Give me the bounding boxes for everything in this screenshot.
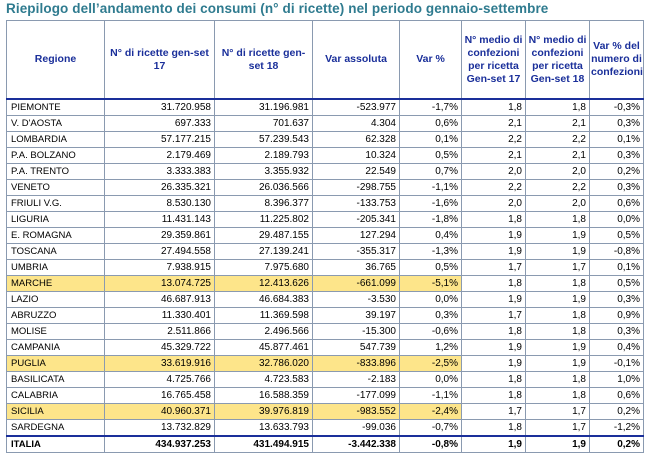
- percent-change-cell: 1,2%: [400, 340, 462, 356]
- table-row: [7, 132, 644, 148]
- avg-packs-18-cell: 1,8: [526, 99, 590, 116]
- region-cell: UMBRIA: [7, 260, 105, 276]
- percent-change-cell: -1,1%: [400, 388, 462, 404]
- avg-packs-17-cell: 2,0: [462, 196, 526, 212]
- avg-packs-17-cell: 1,9: [462, 244, 526, 260]
- percent-change-cell: 0,0%: [400, 292, 462, 308]
- region-cell: MOLISE: [7, 324, 105, 340]
- prescriptions-18-cell: 12.413.626: [215, 276, 313, 292]
- absolute-change-cell: 10.324: [313, 148, 400, 164]
- prescriptions-17-cell: 3.333.383: [105, 164, 215, 180]
- percent-change-cell: 0,6%: [400, 116, 462, 132]
- absolute-change-cell: -355.317: [313, 244, 400, 260]
- avg-packs-17-cell: 1,9: [462, 228, 526, 244]
- prescriptions-17-cell: 2.179.469: [105, 148, 215, 164]
- prescriptions-18-cell: 431.494.915: [215, 436, 313, 453]
- packs-percent-change-cell: 0,2%: [590, 164, 644, 180]
- region-cell: P.A. TRENTO: [7, 164, 105, 180]
- prescriptions-18-cell: 31.196.981: [215, 99, 313, 116]
- avg-packs-17-cell: 1,8: [462, 372, 526, 388]
- table-row: [7, 324, 644, 340]
- packs-percent-change-cell: 0,6%: [590, 196, 644, 212]
- avg-packs-17-cell: 2,2: [462, 180, 526, 196]
- prescriptions-17-cell: 697.333: [105, 116, 215, 132]
- region-cell: ITALIA: [7, 436, 105, 453]
- prescriptions-17-cell: 45.329.722: [105, 340, 215, 356]
- packs-percent-change-cell: 0,5%: [590, 276, 644, 292]
- avg-packs-18-cell: 2,1: [526, 116, 590, 132]
- absolute-change-cell: -661.099: [313, 276, 400, 292]
- prescriptions-18-cell: 7.975.680: [215, 260, 313, 276]
- percent-change-cell: -1,3%: [400, 244, 462, 260]
- packs-percent-change-cell: 0,0%: [590, 212, 644, 228]
- header-prescriptions-18: N° di ricette gen-set 18: [215, 21, 313, 100]
- table-row: [7, 340, 644, 356]
- region-cell: FRIULI V.G.: [7, 196, 105, 212]
- table-row: [7, 420, 644, 437]
- avg-packs-17-cell: 2,2: [462, 132, 526, 148]
- packs-percent-change-cell: 0,6%: [590, 388, 644, 404]
- prescriptions-17-cell: 13.732.829: [105, 420, 215, 437]
- percent-change-cell: 0,1%: [400, 132, 462, 148]
- region-cell: E. ROMAGNA: [7, 228, 105, 244]
- prescriptions-17-cell: 26.335.321: [105, 180, 215, 196]
- absolute-change-cell: -133.753: [313, 196, 400, 212]
- prescriptions-18-cell: 3.355.932: [215, 164, 313, 180]
- table-row: [7, 372, 644, 388]
- packs-percent-change-cell: 0,3%: [590, 324, 644, 340]
- packs-percent-change-cell: -0,8%: [590, 244, 644, 260]
- table-row: [7, 292, 644, 308]
- region-cell: SARDEGNA: [7, 420, 105, 437]
- absolute-change-cell: -298.755: [313, 180, 400, 196]
- header-row: [7, 21, 644, 100]
- absolute-change-cell: -833.896: [313, 356, 400, 372]
- absolute-change-cell: 127.294: [313, 228, 400, 244]
- packs-percent-change-cell: -0,1%: [590, 356, 644, 372]
- prescriptions-18-cell: 57.239.543: [215, 132, 313, 148]
- avg-packs-17-cell: 1,7: [462, 308, 526, 324]
- percent-change-cell: 0,0%: [400, 372, 462, 388]
- packs-percent-change-cell: 0,3%: [590, 180, 644, 196]
- table-row: [7, 228, 644, 244]
- page-title: Riepilogo dell’andamento dei consumi (n° di ricette) nel periodo gennaio-settembre: [6, 1, 549, 16]
- prescriptions-18-cell: 8.396.377: [215, 196, 313, 212]
- absolute-change-cell: -99.036: [313, 420, 400, 437]
- percent-change-cell: -1,8%: [400, 212, 462, 228]
- avg-packs-18-cell: 1,9: [526, 436, 590, 453]
- avg-packs-18-cell: 1,9: [526, 228, 590, 244]
- region-cell: VENETO: [7, 180, 105, 196]
- region-cell: PUGLIA: [7, 356, 105, 372]
- table-row: [7, 116, 644, 132]
- percent-change-cell: -0,7%: [400, 420, 462, 437]
- prescriptions-17-cell: 434.937.253: [105, 436, 215, 453]
- region-cell: TOSCANA: [7, 244, 105, 260]
- region-cell: LIGURIA: [7, 212, 105, 228]
- avg-packs-17-cell: 1,7: [462, 404, 526, 420]
- absolute-change-cell: -2.183: [313, 372, 400, 388]
- table-row: [7, 260, 644, 276]
- avg-packs-17-cell: 1,9: [462, 340, 526, 356]
- avg-packs-18-cell: 2,2: [526, 180, 590, 196]
- avg-packs-17-cell: 1,9: [462, 292, 526, 308]
- prescriptions-17-cell: 11.431.143: [105, 212, 215, 228]
- avg-packs-17-cell: 1,8: [462, 388, 526, 404]
- avg-packs-17-cell: 2,1: [462, 116, 526, 132]
- prescriptions-18-cell: 701.637: [215, 116, 313, 132]
- absolute-change-cell: -3.442.338: [313, 436, 400, 453]
- prescriptions-18-cell: 26.036.566: [215, 180, 313, 196]
- region-cell: CALABRIA: [7, 388, 105, 404]
- avg-packs-18-cell: 1,8: [526, 324, 590, 340]
- header-avg-packs-17: N° medio di confezioni per ricetta Gen-set 17: [462, 21, 526, 100]
- header-prescriptions-17: N° di ricette gen-set 17: [105, 21, 215, 100]
- absolute-change-cell: -177.099: [313, 388, 400, 404]
- prescriptions-18-cell: 13.633.793: [215, 420, 313, 437]
- table-row: [7, 356, 644, 372]
- percent-change-cell: -0,6%: [400, 324, 462, 340]
- packs-percent-change-cell: -1,2%: [590, 420, 644, 437]
- prescriptions-17-cell: 33.619.916: [105, 356, 215, 372]
- packs-percent-change-cell: 0,2%: [590, 404, 644, 420]
- table-row: [7, 212, 644, 228]
- percent-change-cell: 0,7%: [400, 164, 462, 180]
- prescriptions-17-cell: 4.725.766: [105, 372, 215, 388]
- packs-percent-change-cell: 0,4%: [590, 340, 644, 356]
- percent-change-cell: -0,8%: [400, 436, 462, 453]
- absolute-change-cell: 62.328: [313, 132, 400, 148]
- avg-packs-18-cell: 2,1: [526, 148, 590, 164]
- packs-percent-change-cell: 0,9%: [590, 308, 644, 324]
- prescriptions-17-cell: 29.359.861: [105, 228, 215, 244]
- packs-percent-change-cell: 1,0%: [590, 372, 644, 388]
- table-row: [7, 180, 644, 196]
- avg-packs-18-cell: 1,9: [526, 340, 590, 356]
- region-cell: LAZIO: [7, 292, 105, 308]
- packs-percent-change-cell: 0,3%: [590, 116, 644, 132]
- packs-percent-change-cell: 0,1%: [590, 260, 644, 276]
- absolute-change-cell: 547.739: [313, 340, 400, 356]
- table-row: [7, 99, 644, 116]
- prescriptions-18-cell: 29.487.155: [215, 228, 313, 244]
- percent-change-cell: -1,7%: [400, 99, 462, 116]
- prescriptions-18-cell: 4.723.583: [215, 372, 313, 388]
- avg-packs-18-cell: 1,7: [526, 404, 590, 420]
- absolute-change-cell: -15.300: [313, 324, 400, 340]
- header-region: Regione: [7, 21, 105, 100]
- percent-change-cell: 0,4%: [400, 228, 462, 244]
- header-absolute-change: Var assoluta: [313, 21, 400, 100]
- avg-packs-18-cell: 1,8: [526, 388, 590, 404]
- packs-percent-change-cell: 0,2%: [590, 436, 644, 453]
- avg-packs-18-cell: 1,8: [526, 212, 590, 228]
- prescriptions-18-cell: 2.496.566: [215, 324, 313, 340]
- table-row: [7, 404, 644, 420]
- prescriptions-18-cell: 32.786.020: [215, 356, 313, 372]
- table-row: [7, 164, 644, 180]
- avg-packs-18-cell: 1,9: [526, 356, 590, 372]
- region-cell: CAMPANIA: [7, 340, 105, 356]
- prescriptions-18-cell: 45.877.461: [215, 340, 313, 356]
- avg-packs-18-cell: 1,9: [526, 244, 590, 260]
- prescriptions-18-cell: 27.139.241: [215, 244, 313, 260]
- prescriptions-17-cell: 40.960.371: [105, 404, 215, 420]
- avg-packs-17-cell: 1,8: [462, 420, 526, 437]
- percent-change-cell: -1,6%: [400, 196, 462, 212]
- avg-packs-18-cell: 1,7: [526, 420, 590, 437]
- prescriptions-18-cell: 39.976.819: [215, 404, 313, 420]
- absolute-change-cell: -3.530: [313, 292, 400, 308]
- avg-packs-17-cell: 2,0: [462, 164, 526, 180]
- avg-packs-18-cell: 1,9: [526, 292, 590, 308]
- percent-change-cell: 0,5%: [400, 148, 462, 164]
- consumption-table: [6, 20, 644, 453]
- absolute-change-cell: -523.977: [313, 99, 400, 116]
- absolute-change-cell: 36.765: [313, 260, 400, 276]
- avg-packs-17-cell: 1,8: [462, 324, 526, 340]
- avg-packs-17-cell: 1,8: [462, 276, 526, 292]
- header-percent-change: Var %: [400, 21, 462, 100]
- avg-packs-17-cell: 1,8: [462, 212, 526, 228]
- region-cell: SICILIA: [7, 404, 105, 420]
- region-cell: P.A. BOLZANO: [7, 148, 105, 164]
- avg-packs-18-cell: 1,7: [526, 260, 590, 276]
- table-row: [7, 308, 644, 324]
- packs-percent-change-cell: 0,3%: [590, 292, 644, 308]
- prescriptions-17-cell: 11.330.401: [105, 308, 215, 324]
- region-cell: MARCHE: [7, 276, 105, 292]
- region-cell: BASILICATA: [7, 372, 105, 388]
- header-avg-packs-18: N° medio di confezioni per ricetta Gen-set 18: [526, 21, 590, 100]
- total-row: [7, 436, 644, 453]
- table-row: [7, 244, 644, 260]
- percent-change-cell: -5,1%: [400, 276, 462, 292]
- table-row: [7, 388, 644, 404]
- percent-change-cell: 0,5%: [400, 260, 462, 276]
- header-packs-percent-change: Var % del numero di confezioni: [590, 21, 644, 100]
- packs-percent-change-cell: 0,3%: [590, 148, 644, 164]
- prescriptions-17-cell: 31.720.958: [105, 99, 215, 116]
- avg-packs-18-cell: 2,2: [526, 132, 590, 148]
- avg-packs-17-cell: 1,9: [462, 436, 526, 453]
- region-cell: PIEMONTE: [7, 99, 105, 116]
- avg-packs-17-cell: 1,7: [462, 260, 526, 276]
- table-row: [7, 196, 644, 212]
- region-cell: V. D'AOSTA: [7, 116, 105, 132]
- prescriptions-17-cell: 7.938.915: [105, 260, 215, 276]
- prescriptions-18-cell: 11.225.802: [215, 212, 313, 228]
- avg-packs-18-cell: 1,8: [526, 308, 590, 324]
- table-row: [7, 148, 644, 164]
- region-cell: ABRUZZO: [7, 308, 105, 324]
- absolute-change-cell: 39.197: [313, 308, 400, 324]
- avg-packs-18-cell: 1,8: [526, 372, 590, 388]
- prescriptions-17-cell: 46.687.913: [105, 292, 215, 308]
- prescriptions-17-cell: 57.177.215: [105, 132, 215, 148]
- avg-packs-18-cell: 2,0: [526, 196, 590, 212]
- prescriptions-17-cell: 27.494.558: [105, 244, 215, 260]
- avg-packs-17-cell: 1,8: [462, 99, 526, 116]
- prescriptions-17-cell: 13.074.725: [105, 276, 215, 292]
- packs-percent-change-cell: 0,1%: [590, 132, 644, 148]
- prescriptions-18-cell: 16.588.359: [215, 388, 313, 404]
- percent-change-cell: -1,1%: [400, 180, 462, 196]
- packs-percent-change-cell: 0,5%: [590, 228, 644, 244]
- prescriptions-17-cell: 8.530.130: [105, 196, 215, 212]
- avg-packs-18-cell: 2,0: [526, 164, 590, 180]
- avg-packs-18-cell: 1,8: [526, 276, 590, 292]
- percent-change-cell: -2,5%: [400, 356, 462, 372]
- prescriptions-18-cell: 46.684.383: [215, 292, 313, 308]
- absolute-change-cell: -205.341: [313, 212, 400, 228]
- prescriptions-18-cell: 11.369.598: [215, 308, 313, 324]
- absolute-change-cell: -983.552: [313, 404, 400, 420]
- avg-packs-17-cell: 1,9: [462, 356, 526, 372]
- prescriptions-17-cell: 16.765.458: [105, 388, 215, 404]
- absolute-change-cell: 22.549: [313, 164, 400, 180]
- prescriptions-17-cell: 2.511.866: [105, 324, 215, 340]
- percent-change-cell: -2,4%: [400, 404, 462, 420]
- absolute-change-cell: 4.304: [313, 116, 400, 132]
- percent-change-cell: 0,3%: [400, 308, 462, 324]
- region-cell: LOMBARDIA: [7, 132, 105, 148]
- table-row: [7, 276, 644, 292]
- avg-packs-17-cell: 2,1: [462, 148, 526, 164]
- prescriptions-18-cell: 2.189.793: [215, 148, 313, 164]
- packs-percent-change-cell: -0,3%: [590, 99, 644, 116]
